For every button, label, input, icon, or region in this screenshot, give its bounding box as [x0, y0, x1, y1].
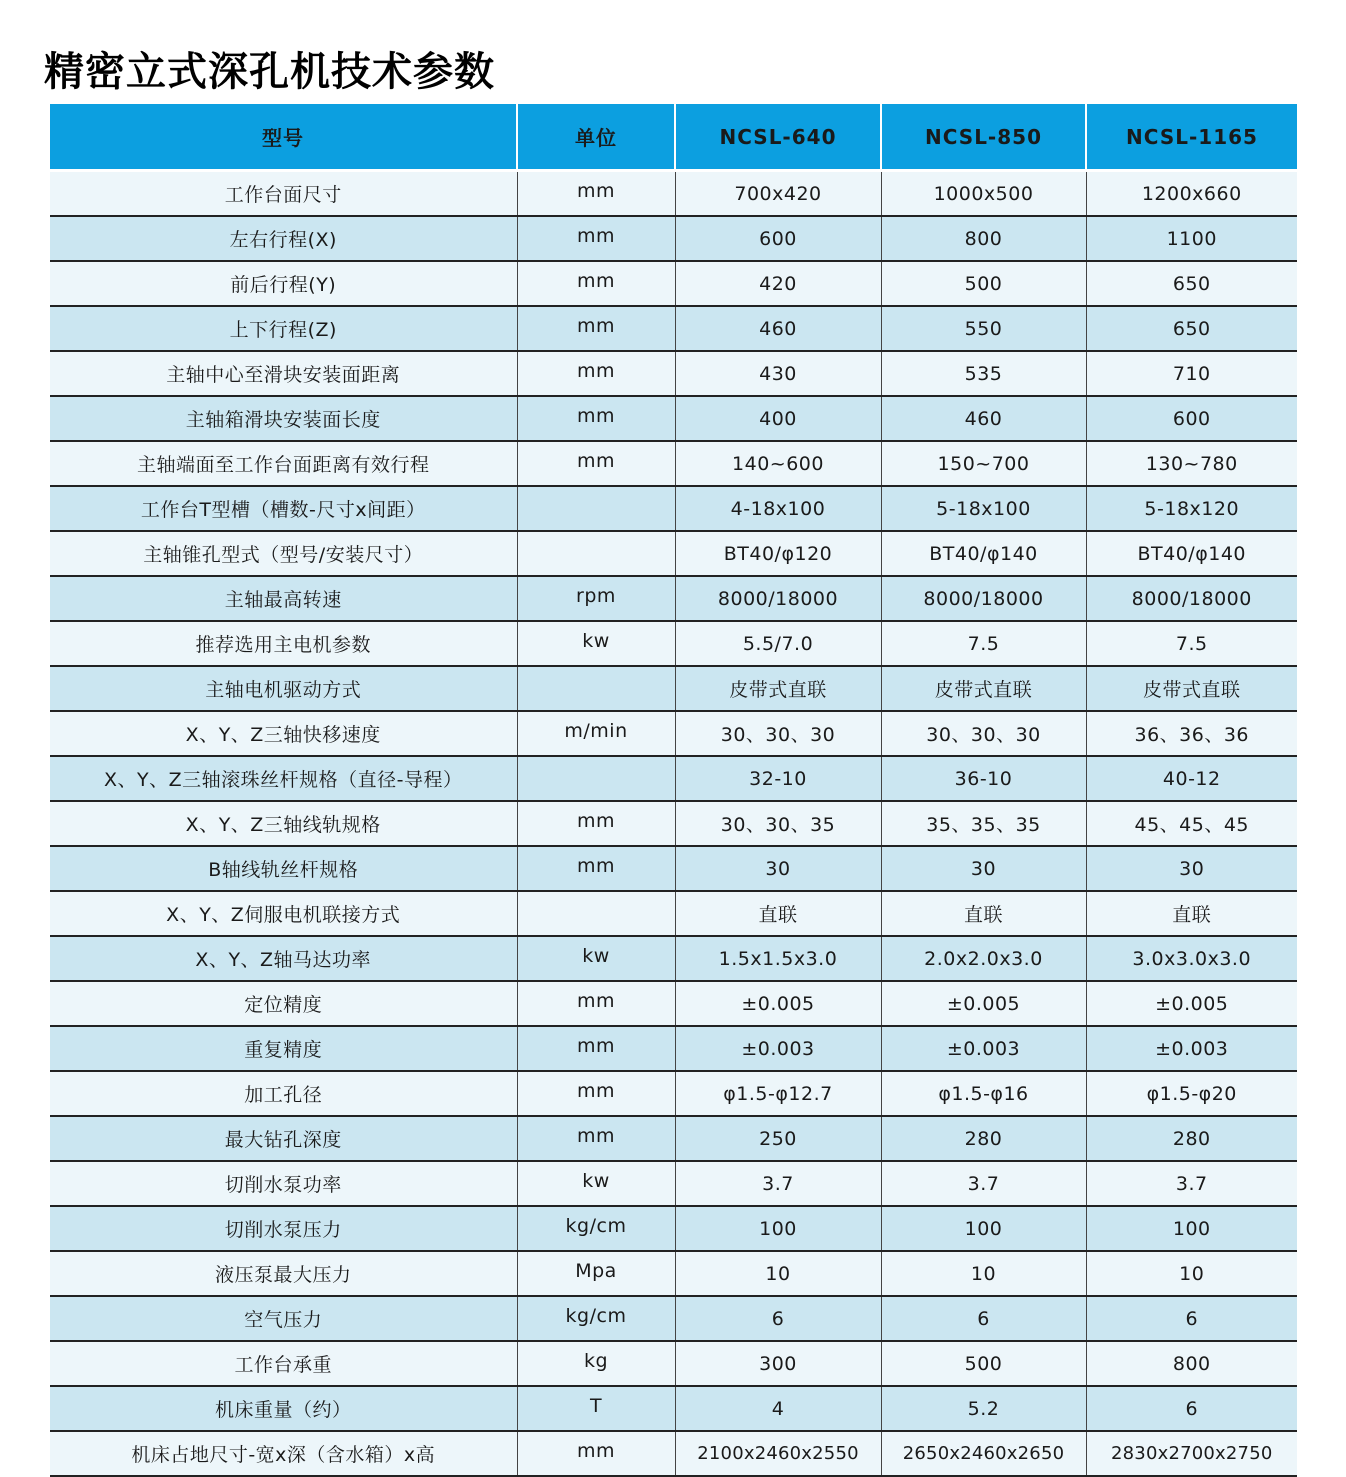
model-3-value-cell: 280 — [1086, 1116, 1297, 1161]
model-1-value-cell: 4-18x100 — [675, 486, 881, 531]
model-3-value-cell: BT40/φ140 — [1086, 531, 1297, 576]
model-3-value-cell: 5-18x120 — [1086, 486, 1297, 531]
table-row — [50, 981, 1297, 1026]
model-2-value-cell: 5-18x100 — [881, 486, 1086, 531]
model-1-value-cell: 600 — [675, 216, 881, 261]
unit-cell: kg/cm — [517, 1206, 675, 1251]
param-name-cell: 上下行程(Z) — [50, 306, 517, 351]
table-row — [50, 441, 1297, 486]
model-2-value-cell: 35、35、35 — [881, 801, 1086, 846]
model-1-value-cell: 30 — [675, 846, 881, 891]
model-3-value-cell: 45、45、45 — [1086, 801, 1297, 846]
model-1-value-cell: 6 — [675, 1296, 881, 1341]
unit-cell — [517, 891, 675, 936]
model-2-value-cell: ±0.005 — [881, 981, 1086, 1026]
model-2-value-cell: 6 — [881, 1296, 1086, 1341]
model-1-value-cell: 430 — [675, 351, 881, 396]
unit-cell: kg/cm — [517, 1296, 675, 1341]
model-2-value-cell: BT40/φ140 — [881, 531, 1086, 576]
table-row — [50, 1206, 1297, 1251]
model-1-value-cell: 700x420 — [675, 171, 881, 217]
unit-cell: mm — [517, 306, 675, 351]
unit-cell — [517, 531, 675, 576]
header-unit: 单位 — [517, 104, 675, 171]
header-param: 型号 — [50, 104, 517, 171]
unit-cell: mm — [517, 261, 675, 306]
model-3-value-cell: 2830x2700x2750 — [1086, 1431, 1297, 1476]
unit-cell: mm — [517, 801, 675, 846]
model-2-value-cell: 2.0x2.0x3.0 — [881, 936, 1086, 981]
param-name-cell: X、Y、Z三轴线轨规格 — [50, 801, 517, 846]
unit-cell: mm — [517, 1431, 675, 1476]
table-row — [50, 531, 1297, 576]
header-model-1: NCSL-640 — [675, 104, 881, 171]
table-row — [50, 666, 1297, 711]
model-3-value-cell: 3.7 — [1086, 1161, 1297, 1206]
unit-cell: Mpa — [517, 1251, 675, 1296]
model-2-value-cell: 500 — [881, 261, 1086, 306]
model-2-value-cell: 5.2 — [881, 1386, 1086, 1431]
table-row — [50, 1251, 1297, 1296]
model-2-value-cell: 150~700 — [881, 441, 1086, 486]
table-row — [50, 891, 1297, 936]
table-row — [50, 846, 1297, 891]
table-row — [50, 261, 1297, 306]
model-2-value-cell: 800 — [881, 216, 1086, 261]
model-3-value-cell: 600 — [1086, 396, 1297, 441]
model-3-value-cell: 130~780 — [1086, 441, 1297, 486]
model-3-value-cell: 8000/18000 — [1086, 576, 1297, 621]
param-name-cell: 工作台T型槽（槽数-尺寸x间距） — [50, 486, 517, 531]
table-row — [50, 621, 1297, 666]
model-3-value-cell: 650 — [1086, 261, 1297, 306]
model-3-value-cell: 皮带式直联 — [1086, 666, 1297, 711]
model-1-value-cell: 400 — [675, 396, 881, 441]
model-2-value-cell: 550 — [881, 306, 1086, 351]
param-name-cell: 主轴中心至滑块安装面距离 — [50, 351, 517, 396]
table-row — [50, 306, 1297, 351]
unit-cell: rpm — [517, 576, 675, 621]
model-1-value-cell: 3.7 — [675, 1161, 881, 1206]
table-row — [50, 351, 1297, 396]
param-name-cell: 最大钻孔深度 — [50, 1116, 517, 1161]
param-name-cell: 主轴电机驱动方式 — [50, 666, 517, 711]
param-name-cell: 主轴锥孔型式（型号/安装尺寸） — [50, 531, 517, 576]
unit-cell — [517, 756, 675, 801]
unit-cell — [517, 666, 675, 711]
model-1-value-cell: 直联 — [675, 891, 881, 936]
model-2-value-cell: 7.5 — [881, 621, 1086, 666]
model-1-value-cell: 460 — [675, 306, 881, 351]
param-name-cell: 加工孔径 — [50, 1071, 517, 1116]
table-row — [50, 486, 1297, 531]
table-row — [50, 1296, 1297, 1341]
table-row — [50, 396, 1297, 441]
unit-cell: mm — [517, 981, 675, 1026]
model-3-value-cell: 100 — [1086, 1206, 1297, 1251]
header-model-2: NCSL-850 — [881, 104, 1086, 171]
param-name-cell: 重复精度 — [50, 1026, 517, 1071]
spec-table — [50, 104, 1297, 1477]
model-3-value-cell: 7.5 — [1086, 621, 1297, 666]
unit-cell: mm — [517, 441, 675, 486]
model-1-value-cell: 10 — [675, 1251, 881, 1296]
unit-cell: mm — [517, 846, 675, 891]
model-3-value-cell: 10 — [1086, 1251, 1297, 1296]
unit-cell: mm — [517, 1071, 675, 1116]
model-1-value-cell: 5.5/7.0 — [675, 621, 881, 666]
model-3-value-cell: 710 — [1086, 351, 1297, 396]
model-2-value-cell: 3.7 — [881, 1161, 1086, 1206]
model-1-value-cell: 32-10 — [675, 756, 881, 801]
header-row — [50, 104, 1297, 171]
model-2-value-cell: 460 — [881, 396, 1086, 441]
unit-cell: mm — [517, 216, 675, 261]
unit-cell: kw — [517, 1161, 675, 1206]
page-title: 精密立式深孔机技术参数 — [44, 48, 495, 95]
model-2-value-cell: 8000/18000 — [881, 576, 1086, 621]
model-2-value-cell: ±0.003 — [881, 1026, 1086, 1071]
model-1-value-cell: 140~600 — [675, 441, 881, 486]
param-name-cell: X、Y、Z伺服电机联接方式 — [50, 891, 517, 936]
unit-cell: kg — [517, 1341, 675, 1386]
model-1-value-cell: 100 — [675, 1206, 881, 1251]
table-row — [50, 171, 1297, 217]
param-name-cell: X、Y、Z轴马达功率 — [50, 936, 517, 981]
model-3-value-cell: 30 — [1086, 846, 1297, 891]
param-name-cell: 液压泵最大压力 — [50, 1251, 517, 1296]
param-name-cell: 工作台承重 — [50, 1341, 517, 1386]
unit-cell: T — [517, 1386, 675, 1431]
model-2-value-cell: 皮带式直联 — [881, 666, 1086, 711]
model-1-value-cell: 30、30、35 — [675, 801, 881, 846]
model-3-value-cell: 40-12 — [1086, 756, 1297, 801]
model-2-value-cell: φ1.5-φ16 — [881, 1071, 1086, 1116]
param-name-cell: X、Y、Z三轴滚珠丝杆规格（直径-导程） — [50, 756, 517, 801]
model-3-value-cell: 1100 — [1086, 216, 1297, 261]
model-2-value-cell: 2650x2460x2650 — [881, 1431, 1086, 1476]
unit-cell: kw — [517, 936, 675, 981]
param-name-cell: 推荐选用主电机参数 — [50, 621, 517, 666]
param-name-cell: 主轴端面至工作台面距离有效行程 — [50, 441, 517, 486]
model-2-value-cell: 535 — [881, 351, 1086, 396]
unit-cell: mm — [517, 1116, 675, 1161]
model-2-value-cell: 30 — [881, 846, 1086, 891]
table-header — [50, 104, 1297, 171]
param-name-cell: 定位精度 — [50, 981, 517, 1026]
model-3-value-cell: 1200x660 — [1086, 171, 1297, 217]
model-2-value-cell: 10 — [881, 1251, 1086, 1296]
param-name-cell: X、Y、Z三轴快移速度 — [50, 711, 517, 756]
table-row — [50, 1386, 1297, 1431]
model-1-value-cell: 30、30、30 — [675, 711, 881, 756]
model-3-value-cell: 650 — [1086, 306, 1297, 351]
table-row — [50, 1431, 1297, 1476]
header-model-3: NCSL-1165 — [1086, 104, 1297, 171]
param-name-cell: 主轴箱滑块安装面长度 — [50, 396, 517, 441]
model-3-value-cell: φ1.5-φ20 — [1086, 1071, 1297, 1116]
param-name-cell: 切削水泵压力 — [50, 1206, 517, 1251]
table-row — [50, 1116, 1297, 1161]
model-1-value-cell: 420 — [675, 261, 881, 306]
unit-cell: mm — [517, 396, 675, 441]
param-name-cell: B轴线轨丝杆规格 — [50, 846, 517, 891]
table-row — [50, 756, 1297, 801]
model-1-value-cell: 4 — [675, 1386, 881, 1431]
param-name-cell: 机床重量（约） — [50, 1386, 517, 1431]
unit-cell: mm — [517, 1026, 675, 1071]
model-3-value-cell: ±0.005 — [1086, 981, 1297, 1026]
model-1-value-cell: 8000/18000 — [675, 576, 881, 621]
model-1-value-cell: ±0.003 — [675, 1026, 881, 1071]
table-row — [50, 1161, 1297, 1206]
param-name-cell: 切削水泵功率 — [50, 1161, 517, 1206]
param-name-cell: 前后行程(Y) — [50, 261, 517, 306]
table-row — [50, 1071, 1297, 1116]
model-1-value-cell: 皮带式直联 — [675, 666, 881, 711]
unit-cell: mm — [517, 171, 675, 217]
model-3-value-cell: 6 — [1086, 1386, 1297, 1431]
model-3-value-cell: 800 — [1086, 1341, 1297, 1386]
unit-cell: kw — [517, 621, 675, 666]
model-3-value-cell: 3.0x3.0x3.0 — [1086, 936, 1297, 981]
param-name-cell: 工作台面尺寸 — [50, 171, 517, 217]
table-row — [50, 936, 1297, 981]
model-3-value-cell: ±0.003 — [1086, 1026, 1297, 1071]
model-1-value-cell: 2100x2460x2550 — [675, 1431, 881, 1476]
unit-cell: mm — [517, 351, 675, 396]
model-1-value-cell: 1.5x1.5x3.0 — [675, 936, 881, 981]
param-name-cell: 空气压力 — [50, 1296, 517, 1341]
model-1-value-cell: BT40/φ120 — [675, 531, 881, 576]
model-3-value-cell: 36、36、36 — [1086, 711, 1297, 756]
table-row — [50, 216, 1297, 261]
param-name-cell: 左右行程(X) — [50, 216, 517, 261]
param-name-cell: 机床占地尺寸-宽x深（含水箱）x高 — [50, 1431, 517, 1476]
model-1-value-cell: ±0.005 — [675, 981, 881, 1026]
table-row — [50, 711, 1297, 756]
model-1-value-cell: 250 — [675, 1116, 881, 1161]
table-row — [50, 576, 1297, 621]
table-row — [50, 801, 1297, 846]
table-row — [50, 1026, 1297, 1071]
model-2-value-cell: 直联 — [881, 891, 1086, 936]
model-2-value-cell: 36-10 — [881, 756, 1086, 801]
param-name-cell: 主轴最高转速 — [50, 576, 517, 621]
table-body — [50, 171, 1297, 1477]
model-1-value-cell: 300 — [675, 1341, 881, 1386]
model-3-value-cell: 直联 — [1086, 891, 1297, 936]
unit-cell: m/min — [517, 711, 675, 756]
unit-cell — [517, 486, 675, 531]
model-2-value-cell: 280 — [881, 1116, 1086, 1161]
model-2-value-cell: 500 — [881, 1341, 1086, 1386]
model-2-value-cell: 1000x500 — [881, 171, 1086, 217]
model-2-value-cell: 100 — [881, 1206, 1086, 1251]
model-3-value-cell: 6 — [1086, 1296, 1297, 1341]
model-1-value-cell: φ1.5-φ12.7 — [675, 1071, 881, 1116]
model-2-value-cell: 30、30、30 — [881, 711, 1086, 756]
